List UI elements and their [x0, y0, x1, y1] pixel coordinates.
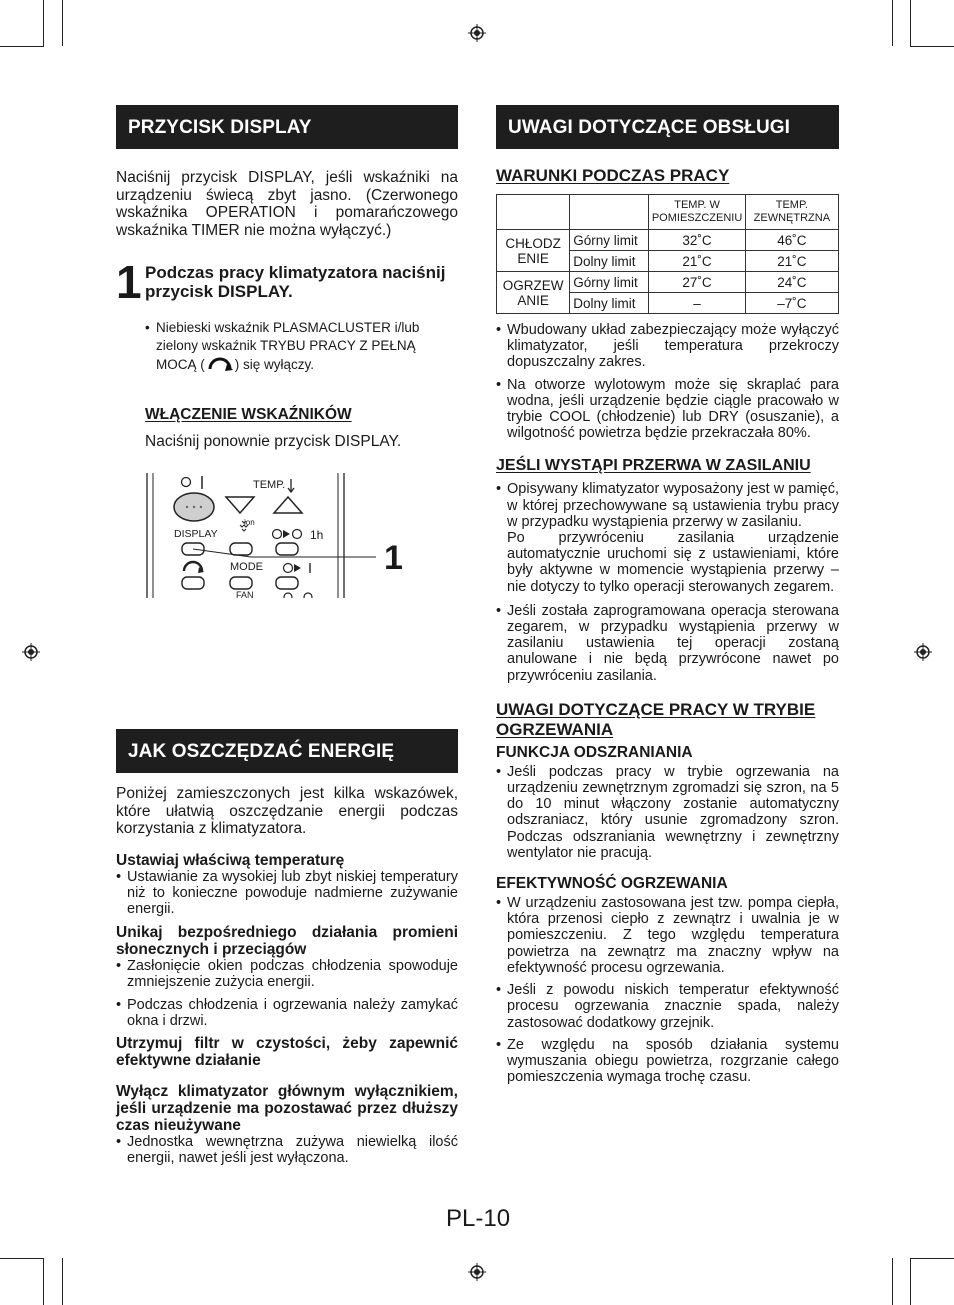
crop-mark — [62, 1258, 63, 1305]
crop-mark — [892, 1258, 893, 1305]
crop-mark — [910, 1258, 954, 1259]
table-cell: 27˚C — [649, 272, 745, 293]
tip-bullet: • Podczas chłodzenia i ogrzewania należy zamykać okna i drzwi. — [116, 997, 458, 1029]
heating-head: UWAGI DOTYCZĄCE PRACY W TRYBIE OGRZEWANIA — [496, 699, 816, 739]
crop-mark — [910, 1258, 911, 1305]
efficiency-bullet: • Jeśli z powodu niskich temperatur efektywność procesu ogrzewania znacznie spada, należy zastosować dodatkowy grzejnik. — [496, 982, 839, 1031]
table-cell: 24˚C — [745, 272, 838, 293]
remote-fan-label: FAN — [236, 590, 254, 598]
tip-bullet: • Jednostka wewnętrzna zużywa niewielką ilość energii, nawet jeśli jest wyłączona. — [116, 1134, 458, 1166]
table-cell: 21˚C — [745, 251, 838, 272]
registration-mark-icon — [914, 643, 932, 661]
remote-1h-label: 1h — [310, 528, 324, 542]
notes-section — [496, 105, 839, 1091]
remote-temp-label: TEMP. — [253, 479, 286, 491]
crop-mark — [892, 0, 893, 46]
table-limit-label: Górny limit — [570, 230, 649, 251]
step-note — [145, 319, 458, 374]
tip-head: Utrzymuj filtr w czystości, żeby zapewnić efektywne działanie — [116, 1034, 458, 1069]
table-limit-label: Górny limit — [570, 272, 649, 293]
remote-ion-label: ion — [244, 518, 255, 527]
remote-display-label: DISPLAY — [174, 528, 218, 540]
conditions-bullet: • Na otworze wylotowym może się skraplać para wodna, jeśli urządzenie będzie ciągle pracowało w trybie COOL (chłodzenie) lub DRY (osuszanie), a wilgotność powietrza będzie przekraczała 80%. — [496, 377, 839, 442]
efficiency-bullet: • Ze względu na sposób działania systemu wymuszania obiegu powietrza, rozgrzanie całego pomieszczenia wymaga trochę czasu. — [496, 1037, 839, 1086]
defrost-bullet: • Jeśli podczas pracy w trybie ogrzewania na urządzeniu zewnętrznym zgromadzi się szron, na 5 do 10 minut włączony zostanie automatyczny odszraniacz, który usunie zgromadzony szron. Podczas odszraniania wewnętrzny i zewnętrzny wentylator nie pracują. — [496, 764, 839, 861]
table-cell: – — [649, 293, 745, 314]
remote-mode-label: MODE — [230, 561, 263, 573]
display-section — [116, 105, 458, 450]
registration-mark-icon — [22, 643, 40, 661]
notes-section-title: UWAGI DOTYCZĄCE OBSŁUGI — [496, 105, 839, 149]
power-bullet-continuation: Po przywróceniu zasilania urządzenie automatycznie uruchomi się z ustawieniami, które były aktywne w momencie wystąpienia przerwy – nie dotyczy to tylko operacji sterowanych zegarem. — [507, 530, 839, 595]
table-mode-cooling: CHŁODZENIE — [497, 230, 570, 272]
power-bullet: • Jeśli została zaprogramowana operacja sterowana zegarem, w przypadku wystąpienia przerwy w zasilaniu ustawienia tej operacji zostaną anulowane i nie będą przywrócone nawet po przywróceniu zasilania. — [496, 603, 839, 684]
tip-head: Ustawiaj właściwą temperaturę — [116, 851, 345, 869]
tip-head: Wyłącz klimatyzator głównym wyłącznikiem, jeśli urządzenie ma pozostawać przez dłuższy czas nieużywane — [116, 1082, 458, 1134]
conditions-head: WARUNKI PODCZAS PRACY — [496, 166, 730, 185]
crop-mark — [910, 0, 911, 46]
energy-section — [116, 729, 458, 1172]
energy-intro: Poniżej zamieszczonych jest kilka wskazówek, które ułatwią oszczędzanie energii podczas korzystania z klimatyzatora. — [116, 785, 458, 837]
table-mode-heating: OGRZEWANIE — [497, 272, 570, 314]
display-intro: Naciśnij przycisk DISPLAY, jeśli wskaźniki na urządzeniu świecą zbyt jasno. (Czerwonego wskaźnika OPERATION i pomarańczowego wskaźnika TIMER nie można wyłączyć.) — [116, 169, 458, 239]
remote-illustration — [146, 473, 416, 598]
table-corner — [497, 195, 570, 230]
power-head: JEŚLI WYSTĄPI PRZERWA W ZASILANIU — [496, 457, 811, 475]
table-limit-label: Dolny limit — [570, 251, 649, 272]
table-header-outdoor: TEMP. ZEWNĘTRZNA — [745, 195, 838, 230]
table-cell: 46˚C — [745, 230, 838, 251]
step-note-text-pre: Niebieski wskaźnik PLASMACLUSTER i/lub zielony wskaźnik TRYBU PRACY Z PEŁNĄ MOCĄ ( — [156, 320, 420, 372]
crop-mark — [0, 46, 44, 47]
table-cell: 21˚C — [649, 251, 745, 272]
energy-section-title: JAK OSZCZĘDZAĆ ENERGIĘ — [116, 729, 458, 773]
page-number: PL-10 — [446, 1205, 511, 1232]
indicators-text: Naciśnij ponownie przycisk DISPLAY. — [145, 433, 402, 450]
conditions-table — [496, 194, 839, 314]
conditions-bullet: • Wbudowany układ zabezpieczający może wyłączyć klimatyzator, jeśli temperatura przekroczy dopuszczalny zakres. — [496, 322, 839, 371]
power-bullet-text: Opisywany klimatyzator wyposażony jest w pamięć, w której przechowywane są ustawienia trybu pracy w przypadku wystąpienia przerwy w zasilaniu. — [507, 481, 840, 530]
tip-bullet: • Zasłonięcie okien podczas chłodzenia spowoduje zmniejszenie zużycia energii. — [116, 958, 458, 990]
display-section-title: PRZYCISK DISPLAY — [116, 105, 458, 149]
tip-bullet: • Ustawianie za wysokiej lub zbyt niskiej temperatury niż to konieczne powoduje nadmierne zużywanie energii. — [116, 869, 458, 918]
table-corner — [570, 195, 649, 230]
table-cell: 32˚C — [649, 230, 745, 251]
step-number: 1 — [116, 256, 142, 308]
efficiency-head: EFEKTYWNOŚĆ OGRZEWANIA — [496, 875, 728, 893]
crop-mark — [43, 0, 44, 46]
crop-mark — [910, 46, 954, 47]
crop-mark — [43, 1258, 44, 1305]
step-text: Podczas pracy klimatyzatora naciśnij przycisk DISPLAY. — [145, 263, 446, 301]
crop-mark — [0, 1258, 44, 1259]
registration-mark-icon — [468, 24, 486, 42]
step-note-text-post: ) się wyłączy. — [234, 357, 315, 372]
defrost-head: FUNKCJA ODSZRANIANIA — [496, 743, 693, 761]
table-header-indoor: TEMP. W POMIESZCZENIU — [649, 195, 745, 230]
tip-head: Unikaj bezpośredniego działania promieni słonecznych i przeciągów — [116, 924, 458, 959]
efficiency-bullet: • W urządzeniu zastosowana jest tzw. pompa ciepła, która przenosi ciepło z zewnątrz i uwalnia je w pomieszczeniu. Z tego względu temperatura powietrza na zewnątrz ma znaczny wpływ na efektywność procesu ogrzewania. — [496, 895, 839, 976]
indicators-head: WŁĄCZENIE WSKAŹNIKÓW — [145, 406, 352, 423]
full-power-icon — [205, 355, 235, 373]
bullet: • — [145, 320, 150, 335]
remote-callout-number: 1 — [384, 539, 403, 577]
registration-mark-icon — [468, 1263, 486, 1281]
crop-mark — [62, 0, 63, 46]
table-limit-label: Dolny limit — [570, 293, 649, 314]
table-cell: –7˚C — [745, 293, 838, 314]
power-bullet — [496, 481, 839, 594]
